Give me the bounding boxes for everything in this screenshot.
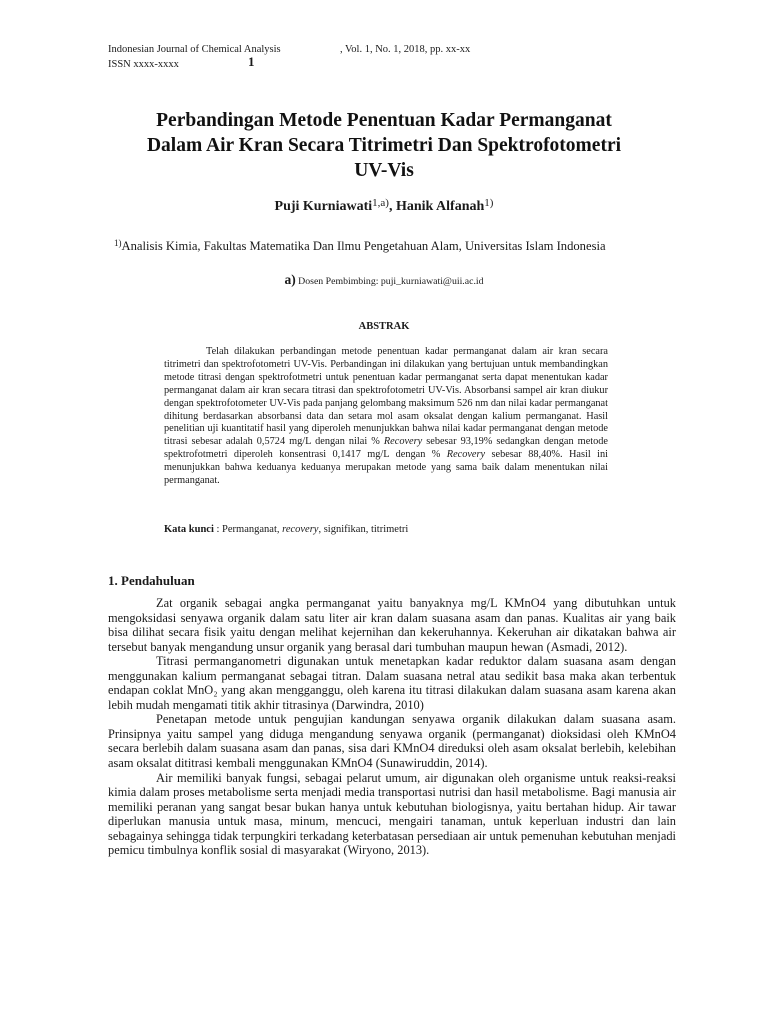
title-line-3: UV-Vis (354, 160, 414, 181)
keywords-italic: recovery (282, 524, 319, 535)
paragraph-1: Zat organik sebagai angka permanganat yaitu banyaknya mg/L KMnO4 yang dibutuhkan untuk mengoksidasi senyawa organik dalam satu liter air kran dalam suasana asam dan panas. Kualitas air yang baik bisa dilihat secara fisik yaitu dengan melihat kejernihan dan kekeruhannya. Kekeruhan air dikatakan bahwa air tersebut banyak mengandung unsur organik yang berasal dari tumbuhan maupun hewan (Asmadi, 2012). (108, 596, 676, 654)
contact-mark: a) (284, 272, 296, 287)
section-body (108, 596, 676, 858)
paragraph-3: Penetapan metode untuk pengujian kandungan senyawa organik dilakukan dalam suasana asam. Prinsipnya yaitu sampel yang diduga mengandung senyawa organik (permanganat) dioksidasi oleh KMnO4 secara berlebih dalam suasana asam dan panas, sisa dari KMnO4 direduksi oleh asam oksalat berlebih, kelebihan asam oksalat dititrasi kembali menggunakan KMnO4 (Sunawiruddin, 2014). (108, 712, 676, 771)
paragraph-2: Titrasi permanganometri digunakan untuk menetapkan kadar reduktor dalam suasana asam dengan menggunakan kalium permanganat sebagai titran. Dalam suasana netral atau sedikit basa maka akan terbentuk endapan coklat MnO₂ yang akan mengganggu, oleh karena itu titrasi dilakukan dalam suasana asam karena akan lebih mudah mengamati titik akhir titrasinya (Darwindra, 2010) (108, 654, 676, 712)
abstract-recovery-1: Recovery (383, 436, 423, 448)
abstract-part-1: Telah dilakukan perbandingan metode penentuan kadar permanganat dalam air kran secara titrimetri dan spektrofotometri UV-Vis. Perbandingan ini dilakukan yang bertujuan untuk membandingkan metode titrasi dengan spektrofotmetri untuk penentuan kadar permanganat serta dapat menentukan kadar permanganat dalam air kran secara titrasi dan spektrofotometri UV-Vis. Absorbansi sampel air kran diukur dengan spektrofotometer UV-Vis pada panjang gelombang maksimum 526 nm dan nilai kadar permanganat dihitung berdasarkan absorbansi data dan setara mol asam oksalat dengan kalium permanganat. Hasil penelitian uji kuantitatif hasil yang diperoleh menunjukkan bahwa nilai kadar permanganat dengan metode titrasi sebesar adalah 0,5724 mg/L dengan nilai % (164, 346, 608, 448)
abstract-heading: ABSTRAK (358, 321, 410, 332)
keywords-after: , signifikan, titrimetri (318, 524, 409, 535)
contact-text: Dosen Pembimbing: puji_kurniawati@uii.ac.id (295, 276, 484, 287)
author-1-affiliation-mark: 1,a) (372, 197, 389, 209)
affiliation-mark: 1) (114, 238, 122, 248)
journal-volume: , Vol. 1, No. 1, 2018, pp. xx-xx (340, 44, 471, 55)
abstract-text (164, 346, 608, 488)
author-2: , Hanik Alfanah (388, 199, 485, 214)
keywords-label: Kata kunci (164, 524, 214, 535)
author-1: Puji Kurniawati (274, 199, 373, 214)
author-list (0, 199, 768, 215)
page-number: 1 (248, 54, 255, 69)
paper-title (80, 108, 688, 183)
keywords (164, 524, 408, 535)
section-heading: 1. Pendahuluan (108, 573, 195, 588)
title-line-1: Perbandingan Metode Penentuan Kadar Permanganat (156, 110, 612, 131)
journal-name: Indonesian Journal of Chemical Analysis (108, 44, 281, 55)
title-line-2: Dalam Air Kran Secara Titrimetri Dan Spektrofotometri (146, 135, 622, 156)
author-2-affiliation-mark: 1) (484, 197, 494, 209)
affiliation-text: Analisis Kimia, Fakultas Matematika Dan Ilmu Pengetahuan Alam, Universitas Islam Indonesia (121, 239, 606, 253)
contact-line (0, 272, 768, 288)
abstract-recovery-2: Recovery (446, 449, 486, 461)
keywords-before: : Permanganat, (213, 524, 283, 535)
abstract-part-3: sebesar 88,40%. Hasil ini menunjukkan bahwa keduanya keduanya merupakan metode yang sama baik dalam menentukan nilai permanganat. (164, 449, 608, 487)
affiliation (114, 239, 606, 254)
paragraph-4: Air memiliki banyak fungsi, sebagai pelarut umum, air digunakan oleh organisme untuk reaksi-reaksi kimia dalam proses metabolisme serta menjadi media transportasi nutrisi dan hasil metabolisme. Bagi manusia air memiliki peranan yang sangat besar bukan hanya untuk kebutuhan biologisnya, yaitu bertahan hidup. Air tawar diperlukan manusia untuk masa, minum, mencuci, mengairi tanaman, untuk keperluan industri dan lain sebagainya sehingga tidak terpungkiri terkadang keterbatasan persediaan air untuk pemenuhan kebutuhan menjadi pemicu timbulnya konflik sosial di masyarakat (Wiryono, 2013). (108, 770, 676, 858)
journal-issn: ISSN xxxx-xxxx (108, 59, 179, 70)
abstract-part-2: sebesar 93,19% sedangkan dengan metode spektrofotmetri diperoleh konsentrasi 0,1417 mg/L dengan % (164, 436, 608, 461)
